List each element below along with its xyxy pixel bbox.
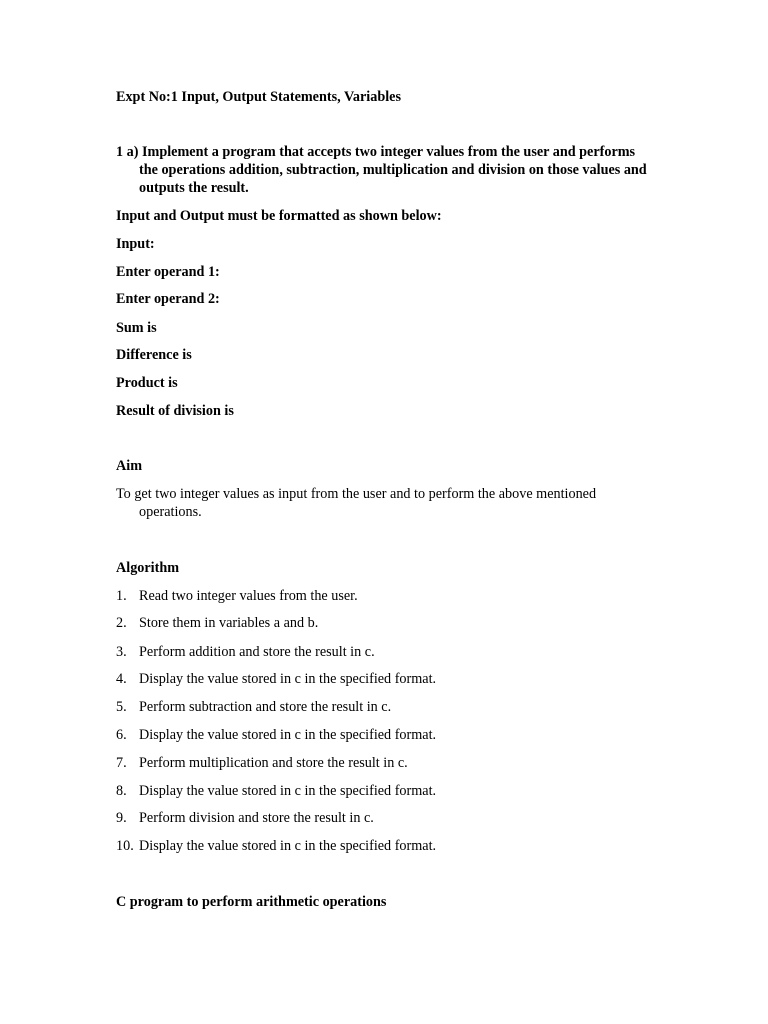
step-text: Perform subtraction and store the result in c. <box>139 699 392 715</box>
algorithm-step <box>116 726 436 744</box>
step-number: 5. <box>116 699 127 715</box>
step-number: 1. <box>116 588 127 604</box>
aim-heading: Aim <box>116 458 143 474</box>
algorithm-step <box>116 587 358 605</box>
step-text: Display the value stored in c in the specified format. <box>139 783 437 799</box>
format-line-difference: Difference is <box>116 347 192 363</box>
step-number: 2. <box>116 615 127 631</box>
step-text: Perform addition and store the result in c. <box>139 644 375 660</box>
program-heading: C program to perform arithmetic operations <box>116 894 387 910</box>
aim-text: To get two integer values as input from the user and to perform the above mentioned operations. <box>116 486 597 520</box>
step-number: 3. <box>116 644 127 660</box>
algorithm-step <box>116 643 375 661</box>
format-line-division: Result of division is <box>116 403 234 419</box>
format-line-sum: Sum is <box>116 320 157 336</box>
algorithm-heading: Algorithm <box>116 560 180 576</box>
step-number: 10. <box>116 838 134 854</box>
algorithm-step <box>116 837 436 855</box>
step-number: 9. <box>116 810 127 826</box>
step-number: 8. <box>116 783 127 799</box>
step-text: Perform division and store the result in c. <box>139 810 374 826</box>
algorithm-step <box>116 670 436 688</box>
step-number: 7. <box>116 755 127 771</box>
format-line-input: Input: <box>116 236 155 252</box>
step-text: Display the value stored in c in the specified format. <box>139 727 437 743</box>
algorithm-step <box>116 614 318 632</box>
step-text: Perform multiplication and store the result in c. <box>139 755 408 771</box>
algorithm-step <box>116 698 391 716</box>
algorithm-step <box>116 754 408 772</box>
format-intro: Input and Output must be formatted as shown below: <box>116 208 442 224</box>
format-line-operand-1: Enter operand 1: <box>116 264 220 280</box>
step-text: Read two integer values from the user. <box>139 588 358 604</box>
algorithm-step <box>116 809 374 827</box>
format-line-operand-2: Enter operand 2: <box>116 291 220 307</box>
experiment-title: Expt No:1 Input, Output Statements, Variables <box>116 89 401 105</box>
step-text: Display the value stored in c in the specified format. <box>139 671 437 687</box>
step-number: 6. <box>116 727 127 743</box>
algorithm-step <box>116 782 436 800</box>
step-number: 4. <box>116 671 127 687</box>
step-text: Display the value stored in c in the specified format. <box>139 838 437 854</box>
step-text: Store them in variables a and b. <box>139 615 319 631</box>
task-description: 1 a) Implement a program that accepts two integer values from the user and performs the operations addition, subtraction, multiplication and division on those values and outputs the result. <box>116 144 647 196</box>
format-line-product: Product is <box>116 375 178 391</box>
